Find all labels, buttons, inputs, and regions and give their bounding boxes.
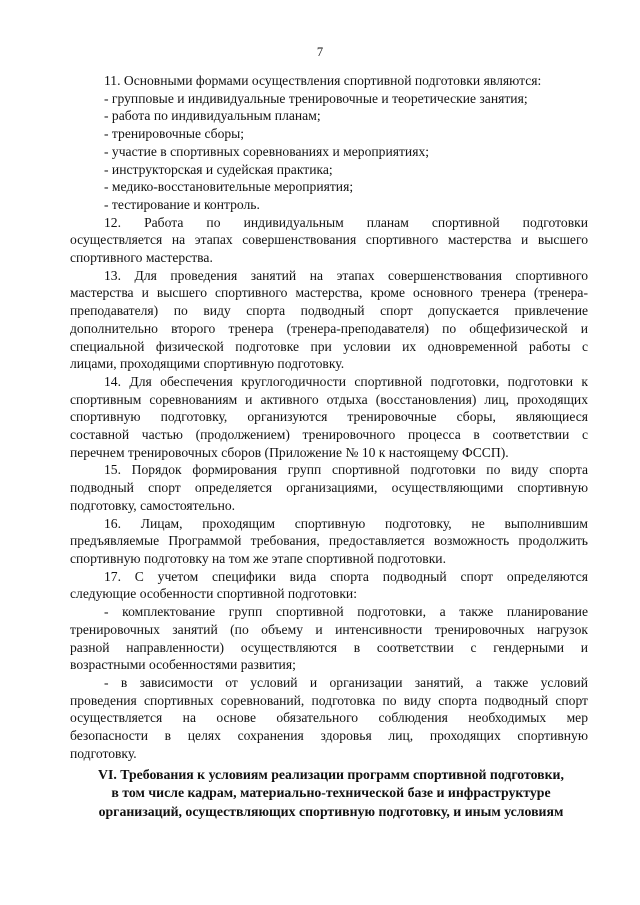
text-line: мастерства и высшего спортивного мастерства, кроме основного тренера (тренера-: [70, 285, 588, 301]
text-line: 14. Для обеспечения круглогодичности спортивной подготовки, подготовки к: [104, 373, 588, 389]
text-line: - комплектование групп спортивной подготовки, а также планирование: [104, 604, 588, 620]
heading-line: в том числе кадрам, материально-технической базе и инфраструктуре: [111, 785, 551, 801]
text-line: разной направленности) осуществляются в соответствии с гендерными и: [70, 639, 588, 655]
text-line: - медико-восстановительные мероприятия;: [104, 179, 354, 195]
page-number: 7: [316, 45, 324, 59]
text-line: осуществляется на этапах совершенствования спортивного мастерства и высшего: [70, 232, 588, 248]
text-line: предъявляемые Программой требования, предоставляется возможность продолжить: [70, 533, 588, 549]
text-line: преподавателя) по виду спорта подводный спорт допускается привлечение: [70, 303, 588, 319]
text-line: спортивного мастерства.: [70, 250, 213, 266]
text-line: - тестирование и контроль.: [104, 196, 260, 212]
text-line: - тренировочные сборы;: [104, 126, 245, 142]
text-line: - участие в спортивных соревнованиях и мероприятиях;: [104, 143, 430, 159]
text-line: лицами, проходящими спортивную подготовку.: [70, 356, 345, 372]
text-line: составной частью (продолжением) тренировочного процесса в соответствии с: [70, 427, 588, 443]
text-line: 16. Лицам, проходящим спортивную подготовку, не выполнившим: [104, 515, 588, 531]
text-line: спортивным соревнованиям и активного отдыха (восстановления) лиц, проходящих: [70, 391, 588, 407]
document-body: [70, 72, 588, 762]
text-line: возрастными особенностями развития;: [70, 657, 296, 673]
text-line: - инструкторская и судейская практика;: [104, 161, 333, 177]
heading-line: организаций, осуществляющих спортивную подготовку, и иным условиям: [98, 803, 564, 819]
text-line: спортивную подготовку на том же этапе спортивной подготовки.: [70, 550, 446, 566]
text-line: подводный спорт определяется организациями, осуществляющими спортивную: [70, 480, 588, 496]
text-line: - в зависимости от условий и организации занятий, а также условий: [104, 674, 588, 690]
text-line: специальной физической подготовке при условии их одновременной работы с: [70, 338, 588, 354]
text-line: 17. С учетом специфики вида спорта подводный спорт определяются: [104, 568, 588, 584]
text-line: дополнительно второго тренера (тренера-преподавателя) по общефизической и: [70, 320, 588, 336]
text-line: подготовку, самостоятельно.: [70, 497, 236, 513]
text-line: безопасности в целях сохранения здоровья лиц, проходящих спортивную: [70, 728, 588, 744]
text-line: осуществляется на основе обязательного соблюдения необходимых мер: [70, 710, 588, 726]
text-line: - работа по индивидуальным планам;: [104, 108, 321, 124]
text-line: 15. Порядок формирования групп спортивной подготовки по виду спорта: [104, 462, 588, 478]
section-heading: [62, 766, 600, 821]
text-line: проведения спортивных соревнований, подготовка по виду спорта подводный спорт: [70, 692, 588, 708]
heading-line: VI. Требования к условиям реализации программ спортивной подготовки,: [98, 767, 564, 782]
text-line: спортивную подготовку, организуются тренировочные сборы, являющиеся: [70, 409, 588, 425]
text-line: тренировочных занятий (по объему и интенсивности тренировочных нагрузок: [70, 621, 588, 637]
text-line: подготовку.: [70, 745, 137, 761]
text-line: следующие особенности спортивной подготовки:: [70, 586, 357, 602]
text-line: 11. Основными формами осуществления спортивной подготовки являются:: [104, 73, 542, 88]
text-line: - групповые и индивидуальные тренировочные и теоретические занятия;: [104, 90, 528, 106]
text-line: 12. Работа по индивидуальным планам спортивной подготовки: [104, 214, 588, 230]
text-line: перечнем тренировочных сборов (Приложение № 10 к настоящему ФССП).: [70, 444, 509, 460]
text-line: 13. Для проведения занятий на этапах совершенствования спортивного: [104, 267, 588, 283]
